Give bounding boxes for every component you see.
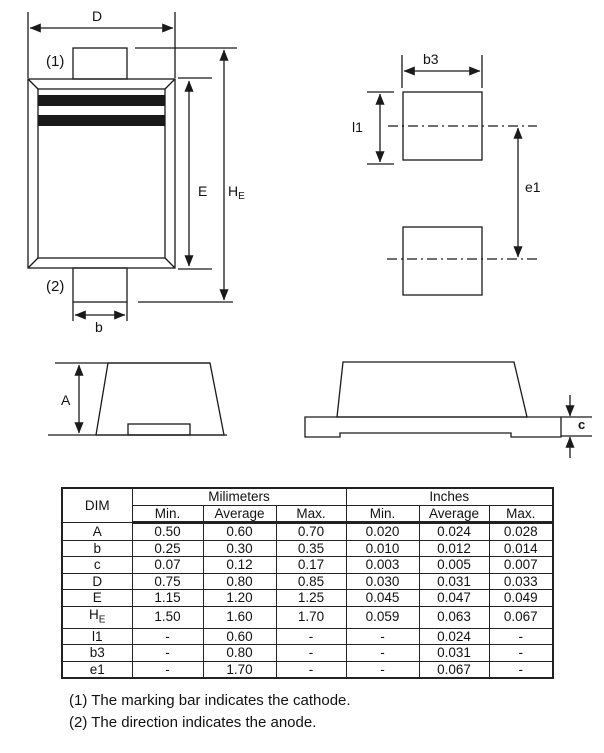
table-cell: 1.25 (276, 590, 346, 607)
table-cell: 0.059 (346, 606, 419, 628)
table-cell: - (132, 645, 203, 662)
table-cell: 0.047 (419, 590, 489, 607)
dim-cell: $H_E$ (62, 606, 132, 628)
table-cell: 0.25 (132, 540, 203, 557)
table-cell: 0.60 (203, 523, 276, 541)
land-pattern-drawing (367, 55, 537, 295)
pad-bottom (403, 227, 482, 295)
bevel-top-left (28, 79, 38, 89)
dim-label-b3: b3 (423, 51, 439, 67)
table-row-b (62, 540, 553, 557)
dim-label-he: $H_E$ (228, 183, 245, 202)
dim-label-d: D (92, 8, 103, 24)
table-cell: - (346, 645, 419, 662)
table-cell: 0.067 (489, 606, 553, 628)
package-body-inner (38, 89, 165, 258)
table-subheader-row (62, 505, 553, 523)
table-row-b3 (62, 645, 553, 662)
col-header-mm-min: Min. (132, 505, 203, 523)
table-cell: 0.045 (346, 590, 419, 607)
dim-label-e: E (198, 183, 208, 199)
table-cell: 0.80 (203, 573, 276, 590)
table-cell: 1.15 (132, 590, 203, 607)
table-cell: 0.75 (132, 573, 203, 590)
table-cell: - (276, 628, 346, 645)
dim-cell: b (62, 540, 132, 557)
table-cell: 0.012 (419, 540, 489, 557)
table-cell: 0.020 (346, 523, 419, 541)
table-cell: 1.50 (132, 606, 203, 628)
millimeters-header: Milimeters (132, 488, 346, 505)
footnote-anode: (2) The direction indicates the anode. (69, 714, 317, 731)
side-view-right-drawing (305, 362, 592, 458)
table-unit-header-row (62, 488, 553, 505)
dim-label-b: b (95, 319, 103, 335)
lead-foot-left-view (128, 424, 190, 435)
body-profile-right (337, 362, 527, 417)
table-cell: 1.60 (203, 606, 276, 628)
footnote-cathode: (1) The marking bar indicates the cathode. (69, 692, 351, 709)
inches-header: Inches (346, 488, 553, 505)
table-cell: 0.033 (489, 573, 553, 590)
dim-column-header: DIM (62, 488, 132, 523)
table-cell: 1.70 (203, 661, 276, 678)
col-header-in-max: Max. (489, 505, 553, 523)
table-cell: 0.60 (203, 628, 276, 645)
table-cell: 0.063 (419, 606, 489, 628)
table-row-l1 (62, 628, 553, 645)
table-cell: 0.014 (489, 540, 553, 557)
dim-cell: b3 (62, 645, 132, 662)
table-cell: 0.85 (276, 573, 346, 590)
table-cell: 0.005 (419, 557, 489, 574)
dim-cell: l1 (62, 628, 132, 645)
cathode-tab (73, 48, 127, 79)
table-row-e1 (62, 661, 553, 678)
package-body-outline (28, 79, 175, 268)
table-cell: - (276, 661, 346, 678)
dim-cell: A (62, 523, 132, 541)
table-cell: 0.003 (346, 557, 419, 574)
side-view-left-drawing (48, 363, 227, 435)
col-header-mm-max: Max. (276, 505, 346, 523)
table-row-a (62, 523, 553, 541)
dim-cell: E (62, 590, 132, 607)
dim-label-a: A (61, 392, 71, 408)
table-row-c (62, 557, 553, 574)
dim-cell: e1 (62, 661, 132, 678)
table-row-e (62, 590, 553, 607)
table-cell: - (489, 645, 553, 662)
marking-bar-2 (38, 115, 165, 126)
table-cell: 0.07 (132, 557, 203, 574)
marker-2-label: (2) (46, 278, 65, 295)
table-cell: 0.35 (276, 540, 346, 557)
lead-strip-profile (305, 417, 561, 437)
bevel-bottom-left (28, 258, 38, 268)
table-cell: - (132, 661, 203, 678)
table-cell: 1.20 (203, 590, 276, 607)
table-cell: 0.80 (203, 645, 276, 662)
table-cell: 1.70 (276, 606, 346, 628)
table-row-d (62, 573, 553, 590)
bevel-top-right (165, 79, 175, 89)
table-cell: - (346, 628, 419, 645)
table-cell: - (346, 661, 419, 678)
table-row-he (62, 606, 553, 628)
dim-label-l1: l1 (352, 119, 363, 135)
col-header-in-min: Min. (346, 505, 419, 523)
table-cell: 0.17 (276, 557, 346, 574)
marker-1-label: (1) (46, 53, 65, 70)
table-cell: 0.028 (489, 523, 553, 541)
table-cell: 0.031 (419, 573, 489, 590)
table-cell: 0.12 (203, 557, 276, 574)
marking-bar-1 (38, 95, 165, 106)
dimensions-table (61, 487, 554, 679)
table-cell: 0.024 (419, 523, 489, 541)
col-header-in-avg: Average (419, 505, 489, 523)
table-cell: 0.030 (346, 573, 419, 590)
table-cell: 0.007 (489, 557, 553, 574)
dim-cell: c (62, 557, 132, 574)
table-cell: 0.067 (419, 661, 489, 678)
table-cell: - (489, 661, 553, 678)
table-cell: 0.70 (276, 523, 346, 541)
table-cell: - (132, 628, 203, 645)
table-cell: 0.010 (346, 540, 419, 557)
table-cell: - (489, 628, 553, 645)
dim-label-c: c (578, 417, 586, 432)
dim-label-e1: e1 (525, 179, 541, 195)
col-header-mm-avg: Average (203, 505, 276, 523)
table-cell: - (276, 645, 346, 662)
table-cell: 0.30 (203, 540, 276, 557)
table-cell: 0.031 (419, 645, 489, 662)
bevel-bottom-right (165, 258, 175, 268)
dim-cell: D (62, 573, 132, 590)
anode-tab (73, 268, 127, 302)
table-cell: 0.024 (419, 628, 489, 645)
table-cell: 0.049 (489, 590, 553, 607)
table-cell: 0.50 (132, 523, 203, 541)
